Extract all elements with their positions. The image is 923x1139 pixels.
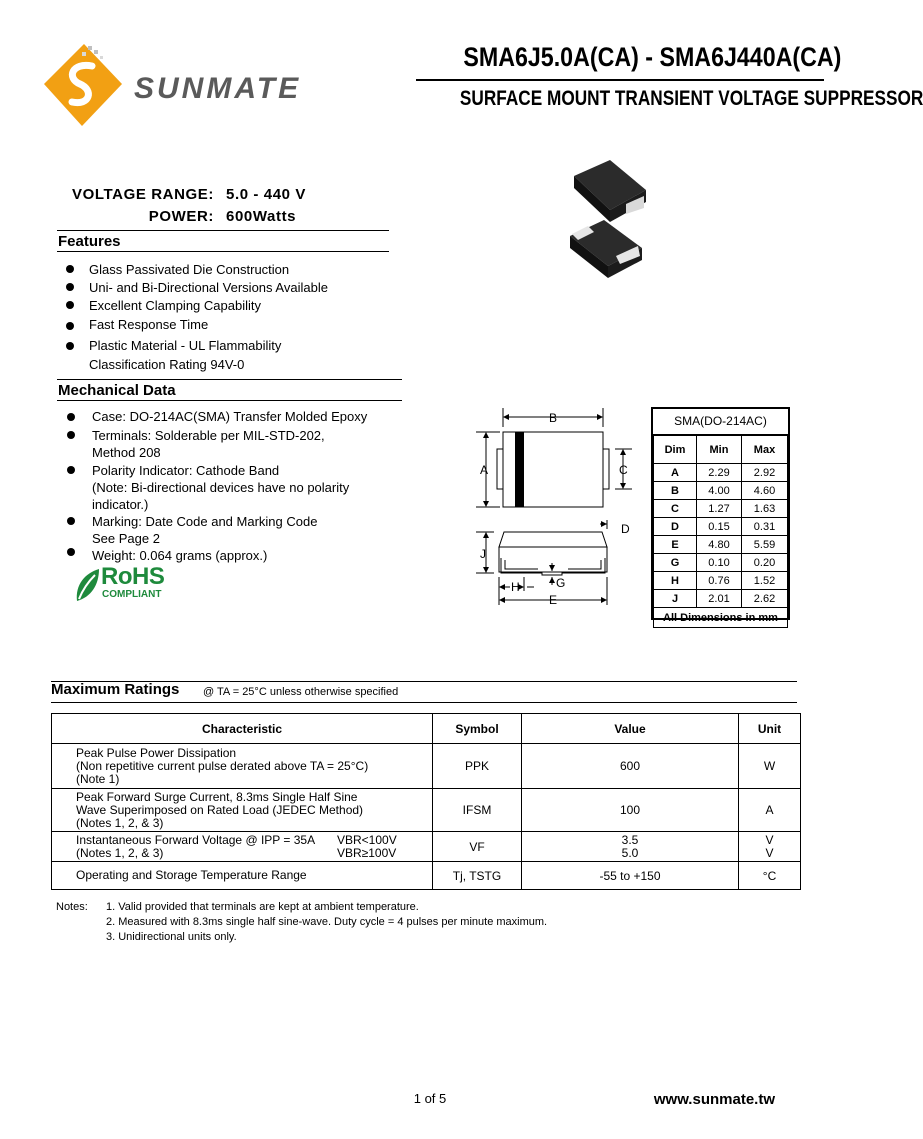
mechanical-top-rule [57,379,402,380]
power-label: POWER: [148,208,214,225]
bullet-icon [66,322,74,330]
list-item-continued: See Page 2 [92,531,160,546]
dim-label-b: B [549,411,558,425]
list-item: Marking: Date Code and Marking Code [66,513,406,530]
dim-label-h: H [511,580,520,594]
list-item: 3. Unidirectional units only. [106,931,237,943]
table-row: Peak Pulse Power Dissipation (Non repetitive current pulse derated above TA = 25°C) (Note 1) PPK 600 W [52,744,801,789]
list-item-continued: indicator.) [92,497,149,512]
list-item: Uni- and Bi-Directional Versions Available [66,280,396,298]
table-header-row: Characteristic Symbol Value Unit [52,714,801,744]
page-number: 1 of 5 [413,1091,447,1106]
page-subtitle: SURFACE MOUNT TRANSIENT VOLTAGE SUPPRESSOR [459,87,923,110]
list-item: Fast Response Time [66,317,396,337]
bullet-icon [67,517,75,525]
voltage-range-label: VOLTAGE RANGE: [71,186,214,203]
table-row: B 4.00 4.60 [654,482,788,500]
bullet-icon [66,342,74,350]
mechanical-bottom-rule [57,400,402,401]
title-underline [416,79,824,81]
logo-mark [44,44,122,126]
bullet-icon [67,413,75,421]
dim-label-c: C [619,463,628,477]
list-item: Terminals: Solderable per MIL-STD-202, [66,427,406,444]
notes-label: Notes: [56,901,88,913]
table-row: A 2.29 2.92 [654,464,788,482]
table-row: G 0.10 0.20 [654,554,788,572]
list-item: Polarity Indicator: Cathode Band [66,462,406,479]
table-row: Operating and Storage Temperature Range Tj, TSTG -55 to +150 °C [52,862,801,890]
company-logo [44,44,310,134]
leaf-icon [73,567,103,603]
website-link[interactable]: www.sunmate.tw [653,1091,775,1108]
list-item-continued: (Note: Bi-directional devices have no polarity [92,480,350,495]
table-row: Peak Forward Surge Current, 8.3ms Single Half Sine Wave Superimposed on Rated Load (JEDEC Method) (Notes 1, 2, & 3) IFSM 100 A [52,789,801,832]
bullet-icon [66,301,74,309]
features-heading: Features [58,233,121,250]
package-dimension-diagram [470,405,640,610]
table-row: Instantaneous Forward Voltage @ IPP = 35A (Notes 1, 2, & 3) VBR<100V VBR≥100V VF 3.5 5.0 V V [52,832,801,862]
table-row: C 1.27 1.63 [654,500,788,518]
mechanical-heading: Mechanical Data [58,382,176,399]
list-item: 1. Valid provided that terminals are kept at ambient temperature. [106,901,419,913]
table-row: H 0.76 1.52 [654,572,788,590]
list-item: Weight: 0.064 grams (approx.) [66,547,406,564]
dim-label-g: G [556,576,566,590]
bullet-icon [66,265,74,273]
page-title: SMA6J5.0A(CA) - SMA6J440A(CA) [463,42,842,72]
table-footer-row: All Dimensions in mm [654,608,788,628]
rohs-compliant-label: COMPLIANT [102,589,162,600]
ratings-bottom-rule [51,702,797,703]
rohs-label: RoHS [101,563,165,590]
features-top-rule [57,230,389,231]
notes-list [106,900,547,945]
dim-label-e: E [549,593,558,607]
bullet-icon [67,548,75,556]
list-item: 2. Measured with 8.3ms single half sine-wave. Duty cycle = 4 pulses per minute maximum. [106,916,548,928]
max-ratings-condition: @ TA = 25°C unless otherwise specified [203,686,399,698]
list-item: Glass Passivated Die Construction [66,262,396,280]
table-header-row: Dim Min Max [654,436,788,464]
features-bottom-rule [57,251,389,252]
list-item: Plastic Material - UL Flammability [66,337,396,356]
dimension-table [651,407,790,624]
list-item: Excellent Clamping Capability [66,298,396,317]
max-ratings-heading: Maximum Ratings [51,681,180,698]
list-item: Case: DO-214AC(SMA) Transfer Molded Epoxy [66,408,406,427]
list-item-continued: Method 208 [92,445,161,460]
power-value: 600Watts [226,208,297,225]
bullet-icon [67,431,75,439]
package-photo [560,156,660,286]
bullet-icon [67,466,75,474]
max-ratings-table [51,713,801,890]
rohs-badge [73,563,183,603]
table-row: E 4.80 5.59 [654,536,788,554]
logo-wordmark: SUNMATE [134,72,302,105]
mechanical-list [66,408,406,564]
features-list [66,262,396,374]
bullet-icon [66,283,74,291]
dim-label-a: A [480,463,489,477]
table-row: J 2.01 2.62 [654,590,788,608]
voltage-range-value: 5.0 - 440 V [226,186,306,203]
dimension-table-title: SMA(DO-214AC) [653,409,788,435]
table-row: D 0.15 0.31 [654,518,788,536]
list-item-continued: Classification Rating 94V-0 [89,357,245,372]
dim-label-j: J [480,547,486,561]
dim-label-d: D [621,522,630,536]
